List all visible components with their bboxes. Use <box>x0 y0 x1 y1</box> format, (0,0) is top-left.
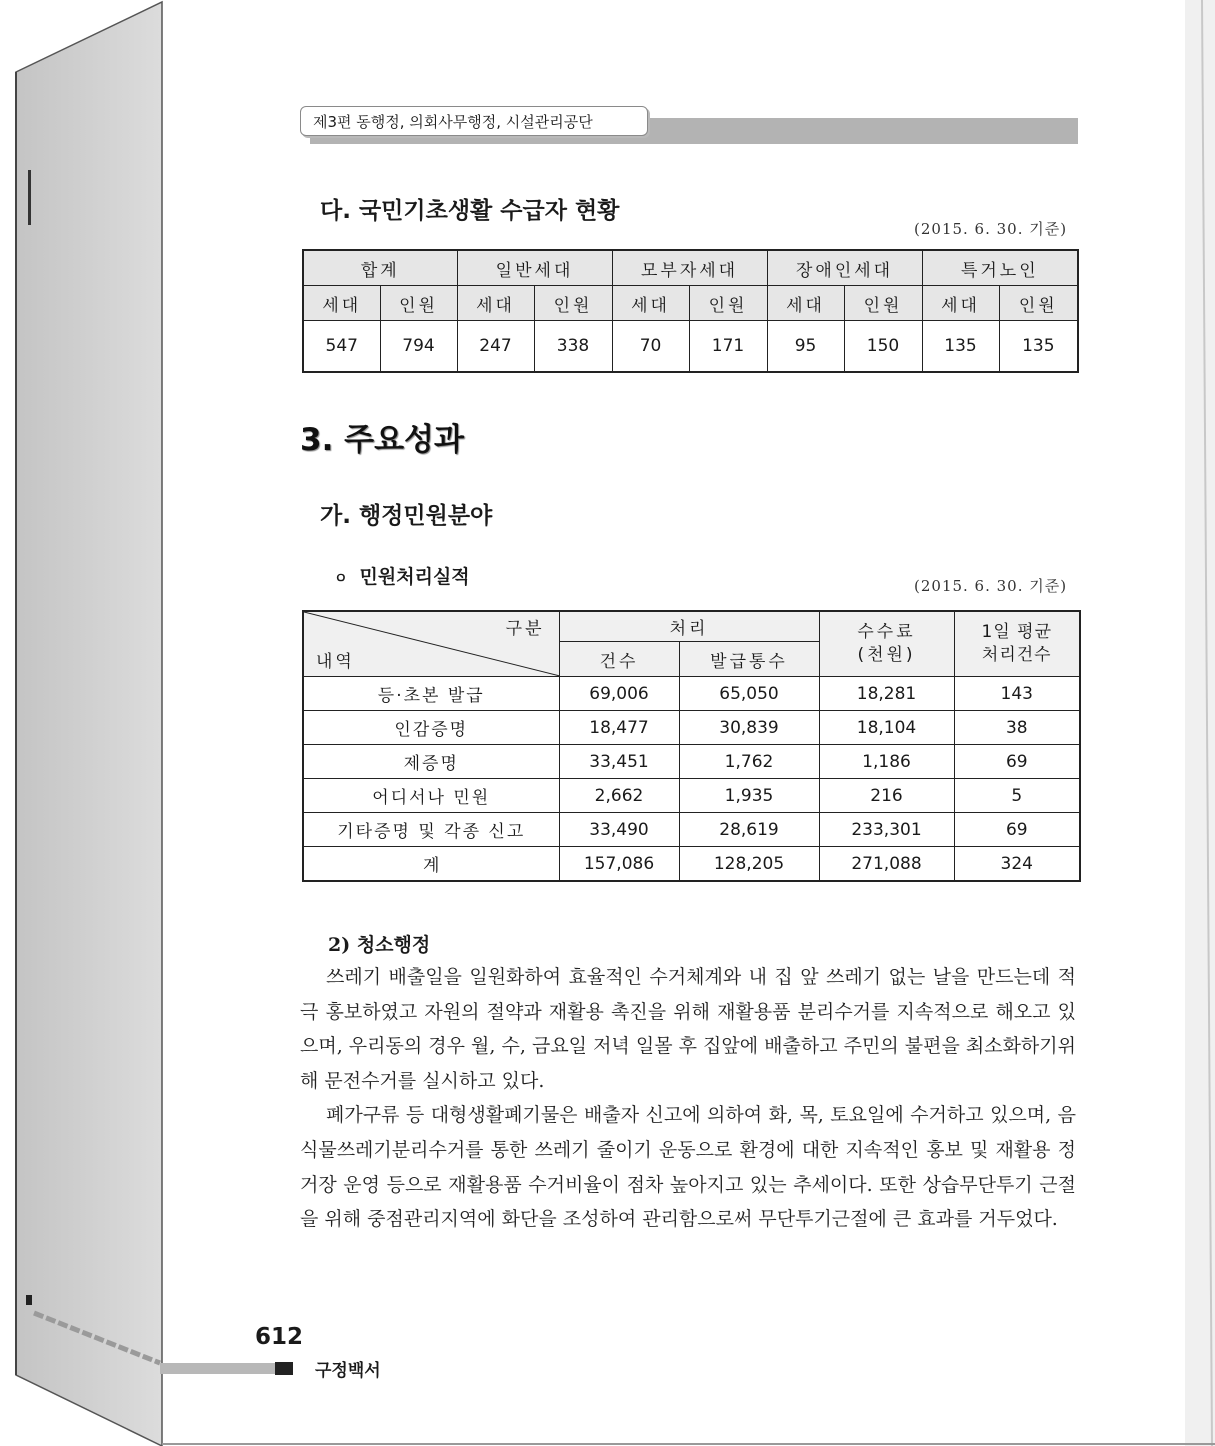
diagonal-header-cell <box>303 611 559 677</box>
sub-header: 인원 <box>534 286 612 321</box>
row-name: 기타증명 및 각종 신고 <box>303 813 559 847</box>
page-number: 612 <box>255 1324 304 1350</box>
group-header: 일반세대 <box>457 250 612 286</box>
table-cell: 338 <box>534 321 612 373</box>
table-cell: 69 <box>954 813 1080 847</box>
date-note-1: (2015. 6. 30. 기준) <box>914 220 1068 238</box>
group-header: 특거노인 <box>922 250 1078 286</box>
section-title-da: 다. 국민기초생활 수급자 현황 <box>320 198 620 224</box>
paragraph: 폐가구류 등 대형생활폐기물은 배출자 신고에 의하여 화, 목, 토요일에 수거하고 있으며, 음식물쓰레기분리수거를 통한 쓰레기 줄이기 운동으로 환경에 대한 지속적인 홍보 및 재활용 정거장 운영 등으로 재활용품 수거비율이 점차 높아지고 있는 추세이다. 또한 상습무단투기 근절을 위해 중점관리지역에 화단을 조성하여 관리함으로써 무단투기근절에 큰 효과를 거두었다. <box>300 1104 1076 1231</box>
table-cell: 1,762 <box>679 745 819 779</box>
bullet-title: 민원처리실적 <box>359 566 470 588</box>
table-cell: 70 <box>612 321 689 373</box>
table-row-total <box>303 847 1080 882</box>
table-cell: 547 <box>303 321 380 373</box>
table-cell: 33,451 <box>559 745 679 779</box>
table-row <box>303 779 1080 813</box>
civil-affairs-table <box>302 610 1081 882</box>
table-cell: 128,205 <box>679 847 819 882</box>
group-header: 모부자세대 <box>612 250 767 286</box>
table-cell: 30,839 <box>679 711 819 745</box>
diag-bottom-label: 내역 <box>316 652 355 672</box>
sub-header: 세대 <box>767 286 844 321</box>
row-name: 인감증명 <box>303 711 559 745</box>
table-cell: 1,935 <box>679 779 819 813</box>
table-cell: 18,281 <box>819 677 954 711</box>
table-cell: 5 <box>954 779 1080 813</box>
table-row <box>303 813 1080 847</box>
table-row <box>303 321 1078 373</box>
avg-header: 1일 평균 처리건수 <box>954 611 1080 677</box>
fee-header: 수수료 (천원) <box>819 611 954 677</box>
sub-header: 세대 <box>457 286 534 321</box>
row-name: 어디서나 민원 <box>303 779 559 813</box>
table-cell: 18,104 <box>819 711 954 745</box>
table-cell: 150 <box>844 321 922 373</box>
table-cell: 271,088 <box>819 847 954 882</box>
process-header: 처리 <box>559 611 819 642</box>
group-header: 합계 <box>303 250 457 286</box>
sub-header: 인원 <box>844 286 922 321</box>
table-cell: 38 <box>954 711 1080 745</box>
footer-marker <box>275 1362 293 1375</box>
table-cell: 135 <box>999 321 1078 373</box>
table-cell: 247 <box>457 321 534 373</box>
group-header: 장애인세대 <box>767 250 922 286</box>
bullet-marker: ㅇ <box>334 571 348 587</box>
subsection-title: 2) 청소행정 <box>328 934 431 956</box>
table-cell: 233,301 <box>819 813 954 847</box>
sub-header: 세대 <box>612 286 689 321</box>
bullet-heading <box>334 562 470 589</box>
table-cell: 794 <box>380 321 457 373</box>
sub-header: 세대 <box>922 286 999 321</box>
table-cell: 324 <box>954 847 1080 882</box>
table-row <box>303 711 1080 745</box>
table-cell: 33,490 <box>559 813 679 847</box>
row-name: 등·초본 발급 <box>303 677 559 711</box>
chapter-title: 3. 주요성과 <box>300 422 464 458</box>
sub-header: 세대 <box>303 286 380 321</box>
table-cell: 28,619 <box>679 813 819 847</box>
table-cell: 2,662 <box>559 779 679 813</box>
section-title-ga: 가. 행정민원분야 <box>320 503 493 529</box>
date-note-2: (2015. 6. 30. 기준) <box>914 577 1068 595</box>
table-row <box>303 745 1080 779</box>
table-cell: 65,050 <box>679 677 819 711</box>
table-cell: 18,477 <box>559 711 679 745</box>
book-title: 구정백서 <box>315 1361 381 1381</box>
table-cell: 95 <box>767 321 844 373</box>
row-name: 제증명 <box>303 745 559 779</box>
breadcrumb: 제3편 동행정, 의회사무행정, 시설관리공단 <box>300 106 648 136</box>
table-row <box>303 677 1080 711</box>
table-cell: 143 <box>954 677 1080 711</box>
row-name: 계 <box>303 847 559 882</box>
diag-top-label: 구분 <box>505 619 545 639</box>
body-text <box>300 960 1076 1237</box>
footer-bar <box>160 1363 275 1374</box>
issue-header: 발급통수 <box>679 642 819 677</box>
count-header: 건수 <box>559 642 679 677</box>
table-cell: 69,006 <box>559 677 679 711</box>
sub-header: 인원 <box>999 286 1078 321</box>
sub-header: 인원 <box>689 286 767 321</box>
table-cell: 1,186 <box>819 745 954 779</box>
table-cell: 171 <box>689 321 767 373</box>
table-cell: 135 <box>922 321 999 373</box>
table-cell: 69 <box>954 745 1080 779</box>
table-cell: 216 <box>819 779 954 813</box>
paragraph: 쓰레기 배출일을 일원화하여 효율적인 수거체계와 내 집 앞 쓰레기 없는 날을 만드는데 적극 홍보하였고 자원의 절약과 재활용 촉진을 위해 재활용품 분리수거를 지속적으로 해오고 있으며, 우리동의 경우 월, 수, 금요일 저녁 일몰 후 집앞에 배출하고 주민의 불편을 최소화하기위해 문전수거를 실시하고 있다. <box>300 966 1076 1092</box>
table-cell: 157,086 <box>559 847 679 882</box>
recipients-table <box>302 249 1079 373</box>
sub-header: 인원 <box>380 286 457 321</box>
